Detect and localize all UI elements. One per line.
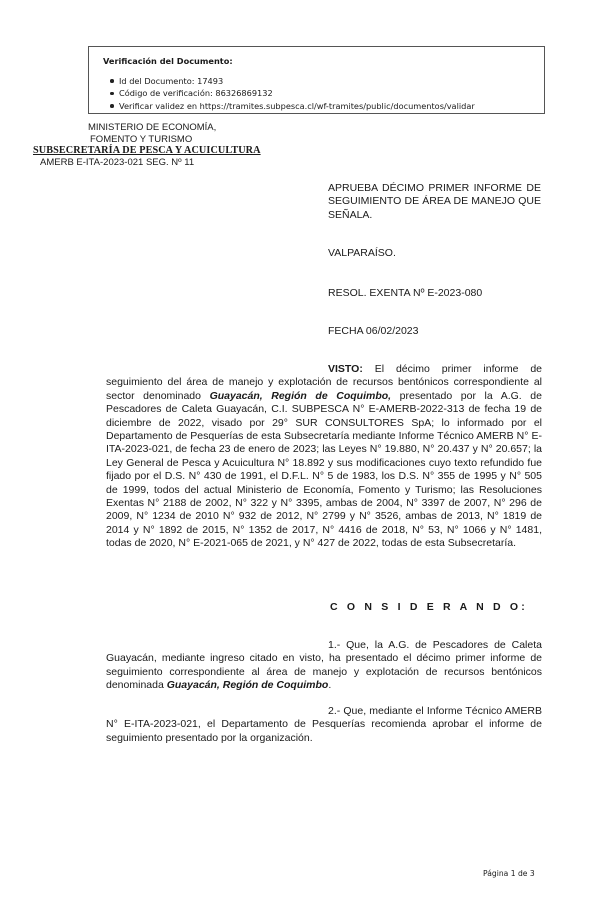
city: VALPARAÍSO.: [328, 247, 396, 259]
document-id: Id del Documento: 17493: [119, 75, 534, 88]
considerando-1-sector: Guayacán, Región de Coquimbo: [166, 679, 329, 692]
visto-paragraph: [106, 363, 542, 551]
ministry-line-1: MINISTERIO DE ECONOMÍA,: [88, 122, 217, 133]
visto-text-b: presentado por la A.G. de Pescadores de Caleta Guayacán, C.I. SUBPESCA N° E-AMERB-2022-313 de fecha 19 de diciembre de 2022, visado por 29° SUR CONSULTORES SpA; lo informado por el Departamento de Pesquerías de esta Subsecretaría mediante Informe Técnico AMERB N° E-ITA-2023-021, de fecha 23 de enero de 2023; las Leyes N° 19.880, N° 20.437 y N° 20.657; la Ley General de Pesca y Acuicultura N° 18.892 y sus modificaciones cuyo texto refundido fue fijado por el D.S. N° 430 de 1991, el D.F.L. N° 5 de 1983, los D.S. N° 355 de 1995 y N° 505 de 1999, todos del actual Ministerio de Economía, Fomento y Turismo; las Resoluciones Exentas N° 2188 de 2002, N° 322 y N° 3395, ambas de 2004, N° 3397 de 2007, N° 296 de 2009, N° 1234 de 2010 N° 932 de 2012, N° 2799 y N° 3526, ambas de 2013, N° 1819 de 2014 y N° 1892 de 2015, N° 1352 de 2017, N° 4416 de 2018, N° 53, N° 1066 y N° 1481, todas de 2020, N° E-2021-065 de 2021, y N° 427 de 2022, todas de esta Subsecretaría.: [106, 389, 542, 550]
considerando-heading: C O N S I D E R A N D O:: [330, 601, 528, 613]
document-reference: AMERB E-ITA-2023-021 SEG. Nº 11: [40, 156, 195, 168]
subsecretaria-name: SUBSECRETARÍA DE PESCA Y ACUICULTURA: [33, 145, 261, 156]
visto-text-a: El décimo primer informe de seguimiento del área de manejo y explotación de recursos bentónicos correspondiente al sector denominado: [106, 363, 542, 402]
verification-url[interactable]: Verificar validez en https://tramites.subpesca.cl/wf-tramites/public/documentos/validar: [119, 100, 534, 113]
considerando-1-text-b: .: [328, 679, 332, 692]
verification-code: Código de verificación: 86326869132: [119, 87, 534, 100]
verification-list: [103, 75, 534, 113]
visto-label: VISTO:: [328, 363, 363, 375]
considerando-2: 2.- Que, mediante el Informe Técnico AMERB N° E-ITA-2023-021, el Departamento de Pesquerías recomienda aprobar el informe de seguimiento presentado por la organización.: [106, 705, 542, 744]
resolution-number: RESOL. EXENTA Nº E-2023-080: [328, 287, 483, 299]
resolution-title: APRUEBA DÉCIMO PRIMER INFORME DE SEGUIMIENTO DE ÁREA DE MANEJO QUE SEÑALA.: [328, 182, 541, 221]
verification-box: [88, 46, 545, 114]
ministry-header: [33, 122, 283, 168]
considerando-1-text-a: 1.- Que, la A.G. de Pescadores de Caleta Guayacán, mediante ingreso citado en visto, ha presentado el décimo primer informe de seguimiento correspondiente al área de manejo y explotación de recursos bentónicos denominada: [106, 639, 542, 692]
visto-sector: Guayacán, Región de Coquimbo,: [209, 389, 392, 402]
page-number: Página 1 de 3: [483, 869, 535, 878]
ministry-line-2: FOMENTO Y TURISMO: [90, 133, 193, 145]
resolution-date: FECHA 06/02/2023: [328, 325, 419, 337]
verification-title: Verificación del Documento:: [103, 56, 233, 66]
considerando-1: [106, 639, 542, 693]
